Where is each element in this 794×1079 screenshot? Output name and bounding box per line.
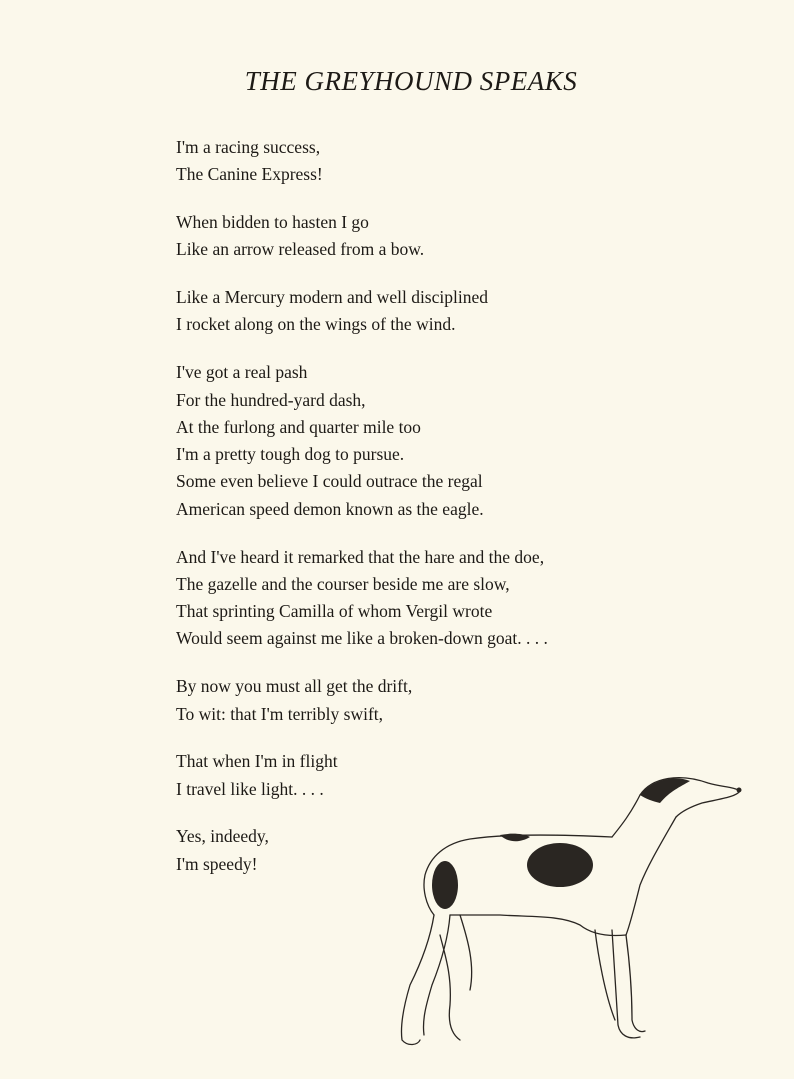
stanza <box>176 359 548 523</box>
poem-line: The Canine Express! <box>176 164 323 185</box>
stanza <box>176 284 548 339</box>
poem-line: For the hundred-yard dash, <box>176 389 366 410</box>
poem-line: At the furlong and quarter mile too <box>176 416 421 437</box>
poem-line: I'm a pretty tough dog to pursue. <box>176 444 405 465</box>
stanza <box>176 673 548 728</box>
poem-line: Like a Mercury modern and well disciplined <box>176 287 488 308</box>
greyhound-illustration <box>390 765 750 1060</box>
poem-line: Yes, indeedy, <box>176 826 269 847</box>
poem-line: By now you must all get the drift, <box>176 676 413 697</box>
poem-line: I'm a racing success, <box>176 137 321 157</box>
stanza <box>176 134 548 189</box>
poem-line: I'm speedy! <box>176 853 258 874</box>
poem-line: When bidden to hasten I go <box>176 212 369 233</box>
poem-line: Like an arrow released from a bow. <box>176 239 425 260</box>
poem-line: That when I'm in flight <box>176 751 338 772</box>
poem-line: To wit: that I'm terribly swift, <box>176 703 384 724</box>
stanza <box>176 209 548 264</box>
stanza <box>176 544 548 653</box>
poem-title: THE GREYHOUND SPEAKS <box>244 66 578 96</box>
poem-line: Would seem against me like a broken-down goat. . . . <box>176 628 548 649</box>
poem-line: The gazelle and the courser beside me are slow, <box>176 573 510 594</box>
poem-line: I travel like light. . . . <box>176 778 324 799</box>
poem-line: I've got a real pash <box>176 362 308 383</box>
poem-line: American speed demon known as the eagle. <box>176 498 484 519</box>
poem-line: And I've heard it remarked that the hare and the doe, <box>176 546 545 567</box>
poem-line: That sprinting Camilla of whom Vergil wrote <box>176 601 493 622</box>
poem-line: Some even believe I could outrace the regal <box>176 471 483 492</box>
poem-line: I rocket along on the wings of the wind. <box>176 314 456 335</box>
